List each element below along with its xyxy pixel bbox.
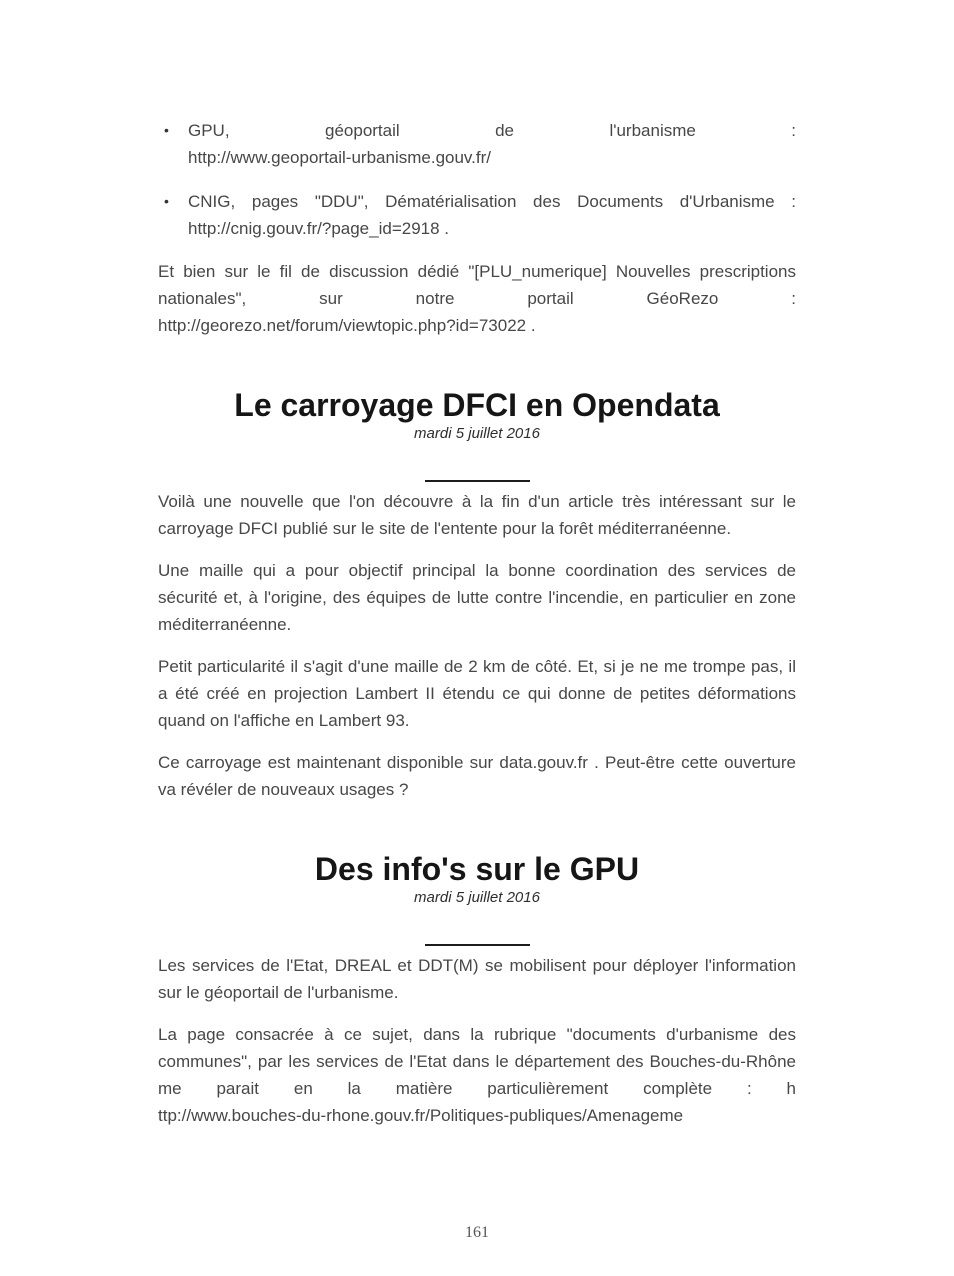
article-date: mardi 5 juillet 2016 <box>414 889 540 906</box>
link-list <box>158 117 796 242</box>
page-content <box>158 0 796 1129</box>
bullet-label: CNIG, pages "DDU", Dématérialisation des Documents d'Urbanisme : <box>188 192 796 211</box>
bullet-url: http://www.geoportail-urbanisme.gouv.fr/ <box>188 148 491 167</box>
paragraph: Voilà une nouvelle que l'on découvre à la fin d'un article très intéressant sur le carroyage DFCI publié sur le site de l'entente pour la forêt méditerranéenne. <box>158 492 796 538</box>
paragraph-text: Et bien sur le fil de discussion dédié "[PLU_numerique] Nouvelles prescriptions nationales", sur notre portail GéoRezo : <box>158 262 796 308</box>
paragraph-georezo <box>158 258 796 339</box>
section-divider <box>425 480 530 482</box>
paragraph: Les services de l'Etat, DREAL et DDT(M) se mobilisent pour déployer l'information sur le géoportail de l'urbanisme. <box>158 956 796 1002</box>
paragraph-text: La page consacrée à ce sujet, dans la rubrique "documents d'urbanisme des communes", par les services de l'Etat dans le département des Bouches-du-Rhône me parait en la matière particulièrement complète : h <box>158 1025 796 1098</box>
paragraph: Une maille qui a pour objectif principal la bonne coordination des services de sécurité et, à l'origine, des équipes de lutte contre l'incendie, en particulier en zone méditerranéenne. <box>158 561 796 634</box>
paragraph: Petit particularité il s'agit d'une maille de 2 km de côté. Et, si je ne me trompe pas, il a été créé en projection Lambert II étendu ce qui donne de petites déformations quand on l'affiche en Lambert 93. <box>158 657 796 730</box>
section-divider <box>425 944 530 946</box>
list-item-gpu <box>158 117 796 171</box>
bullet-icon: • <box>164 122 169 138</box>
article-infos-gpu <box>158 850 796 1129</box>
article-title: Le carroyage DFCI en Opendata <box>234 387 720 423</box>
article-date: mardi 5 juillet 2016 <box>414 425 540 442</box>
paragraph: Ce carroyage est maintenant disponible sur data.gouv.fr . Peut-être cette ouverture va révéler de nouveaux usages ? <box>158 753 796 799</box>
article-title: Des info's sur le GPU <box>314 851 640 887</box>
article-carroyage-dfci <box>158 386 796 803</box>
paragraph-url: http://georezo.net/forum/viewtopic.php?id=73022 . <box>158 316 536 335</box>
paragraph-url: ttp://www.bouches-du-rhone.gouv.fr/Politiques-publiques/Amenageme <box>158 1106 684 1125</box>
page-number: 161 <box>465 1224 489 1241</box>
bullet-label: GPU, géoportail de l'urbanisme : <box>188 121 796 140</box>
paragraph-bouches-du-rhone <box>158 1021 796 1129</box>
bullet-icon: • <box>164 193 169 209</box>
list-item-cnig <box>158 188 796 242</box>
bullet-url: http://cnig.gouv.fr/?page_id=2918 . <box>188 219 450 238</box>
